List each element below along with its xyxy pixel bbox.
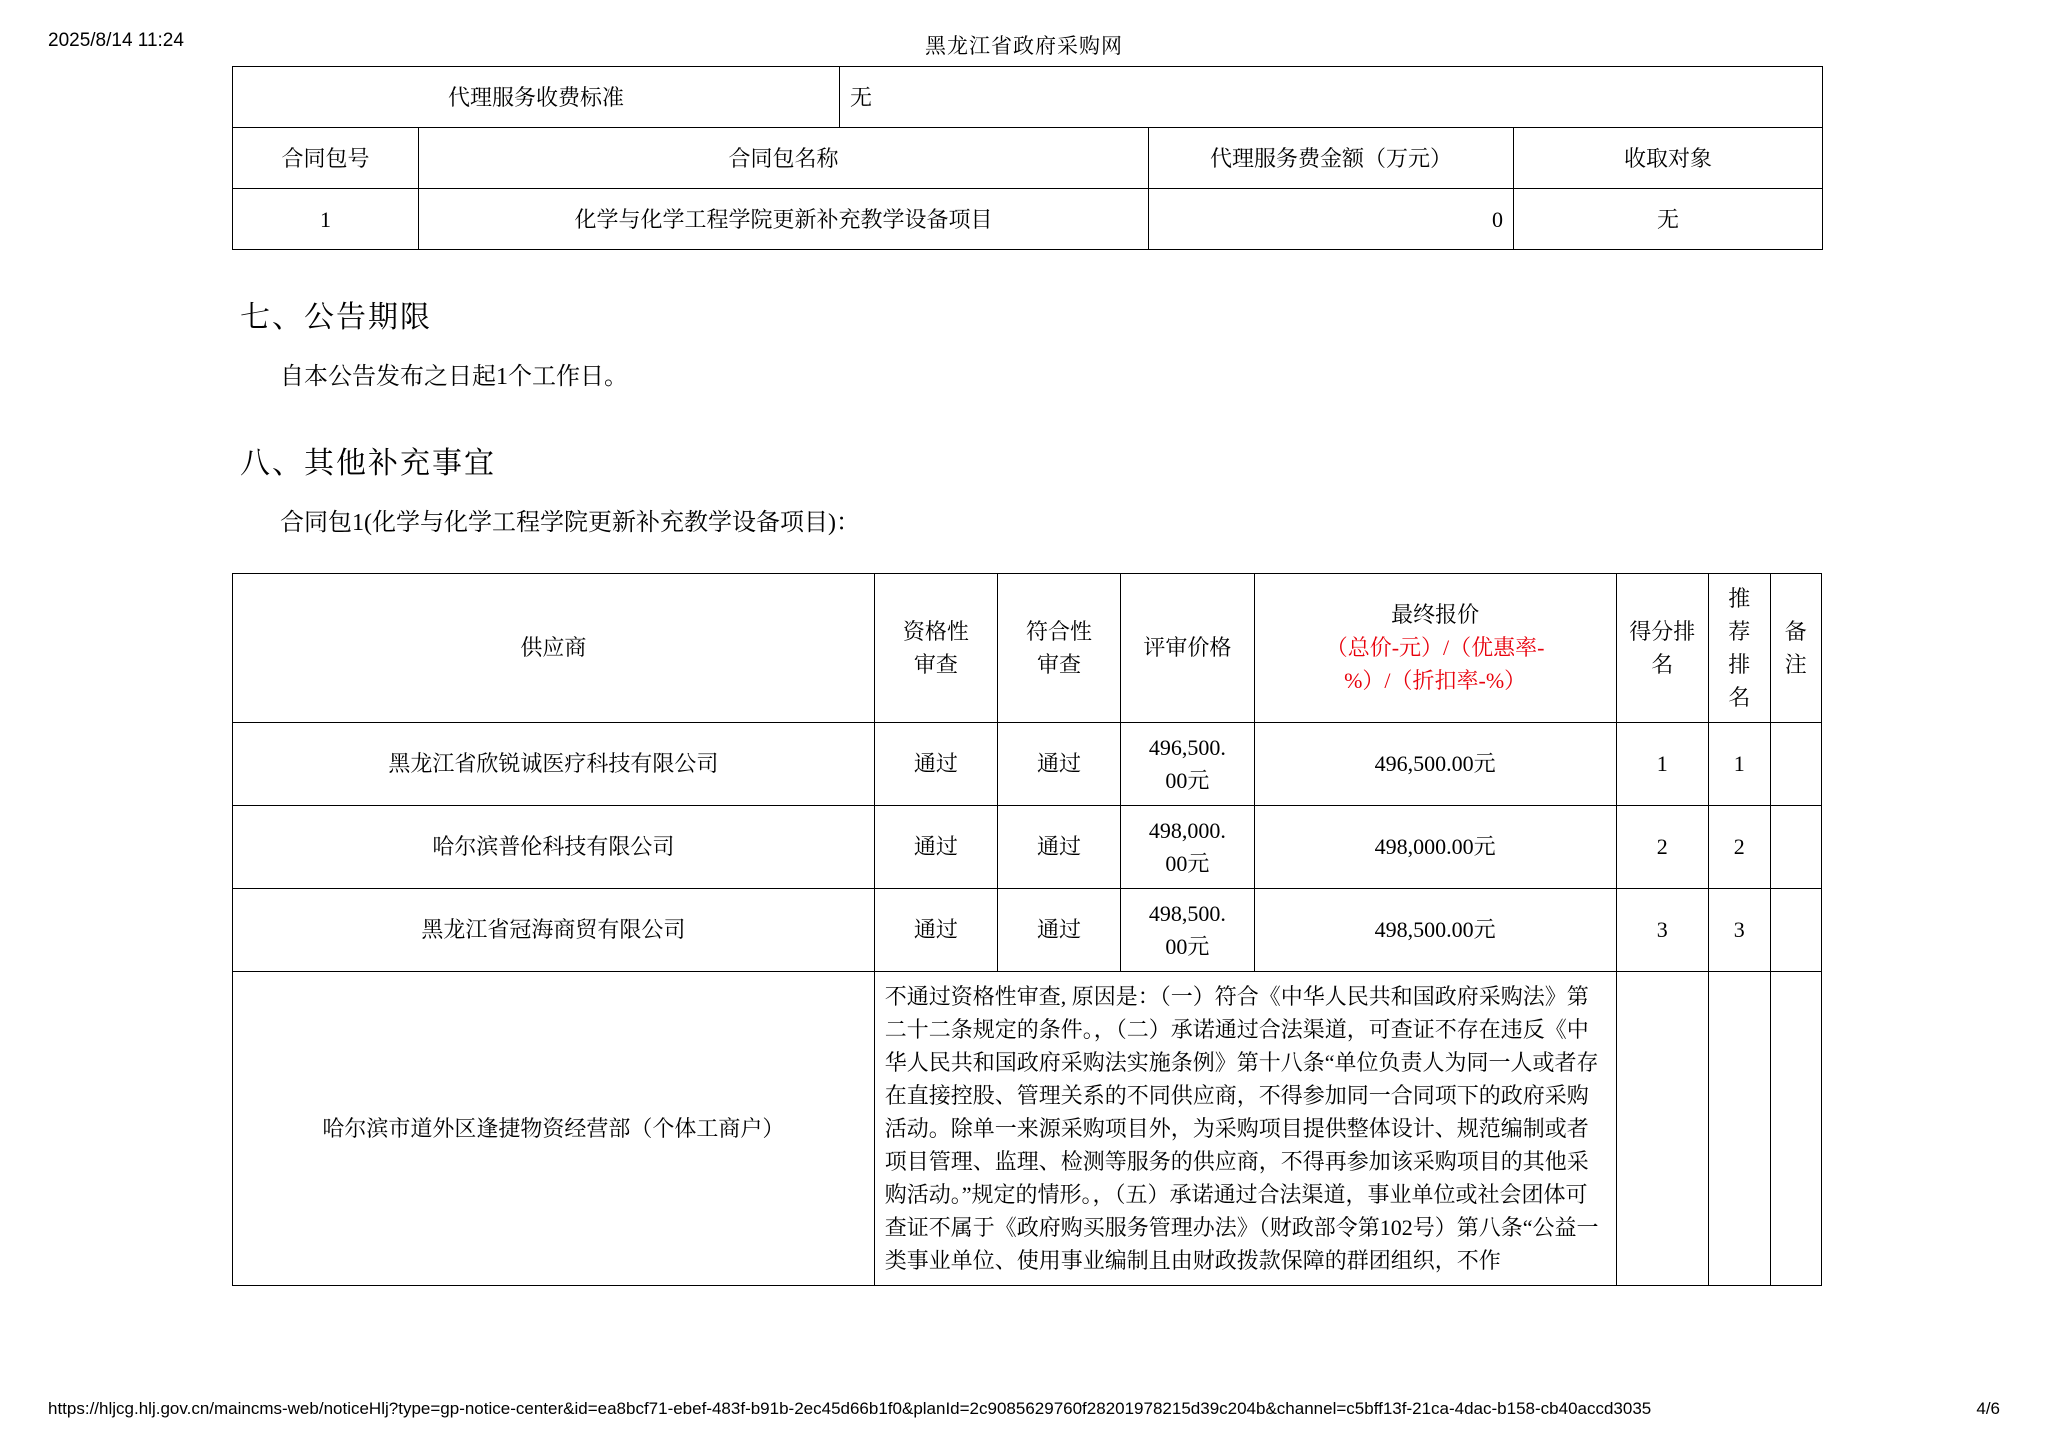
col-header-final-price-note2: %）/（折扣率-%） <box>1344 668 1527 694</box>
cell-review-price <box>1121 722 1254 805</box>
source-url: https://hljcg.hlj.gov.cn/maincms-web/noticeHlj?type=gp-notice-center&id=ea8bcf71-ebef-483f-b91b-2ec45d66b1f0&planId=2c9085629760f28201978215d39c204b&channel=c5bff13f-21ca-4dac-b158-cb40accd3035 <box>48 1399 1652 1418</box>
cell-package-no: 1 <box>233 189 419 250</box>
col-header-recommend-rank-line4: 名 <box>1728 684 1751 710</box>
table-row <box>233 805 1822 888</box>
table-header-row <box>233 128 1823 189</box>
cell-final-price: 496,500.00元 <box>1254 722 1616 805</box>
col-header-qualification-line1: 资格性 <box>902 618 969 644</box>
col-header-score-rank <box>1616 573 1708 722</box>
table-row <box>233 67 1823 128</box>
col-header-final-price-note1: （总价-元）/（优惠率- <box>1325 635 1545 661</box>
cell-final-price: 498,500.00元 <box>1254 888 1616 971</box>
cell-qualification: 通过 <box>874 805 997 888</box>
cell-rejection-reason: 不通过资格性审查, 原因是：（一）符合《中华人民共和国政府采购法》第二十二条规定的条件。，（二）承诺通过合法渠道，可查证不存在违反《中华人民共和国政府采购法实施条例》第十八条“单位负责人为同一人或者存在直接控股、管理关系的不同供应商，不得参加同一合同项下的政府采购活动。除单一来源采购项目外，为采购项目提供整体设计、规范编制或者项目管理、监理、检测等服务的供应商，不得再参加该采购项目的其他采购活动。”规定的情形。，（五）承诺通过合法渠道，事业单位或社会团体可查证不属于《政府购买服务管理办法》（财政部令第102号）第八条“公益一类事业单位、使用事业编制且由财政拨款保障的群团组织，不作 <box>874 971 1616 1285</box>
section-7-body: 自本公告发布之日起1个工作日。 <box>280 364 628 390</box>
cell-qualification: 通过 <box>874 722 997 805</box>
cell-review-price-line2: 00元 <box>1165 933 1210 959</box>
col-header-final-price-title: 最终报价 <box>1391 602 1480 628</box>
site-title: 黑龙江省政府采购网 <box>925 34 1123 58</box>
cell-score-rank <box>1616 971 1708 1285</box>
cell-recommend-rank: 3 <box>1709 888 1771 971</box>
cell-recommend-rank: 1 <box>1709 722 1771 805</box>
col-header-package-no: 合同包号 <box>233 128 419 189</box>
section-7-heading: 七、公告期限 <box>240 301 432 334</box>
cell-recommend-rank <box>1709 971 1771 1285</box>
fee-standard-label: 代理服务收费标准 <box>233 67 840 128</box>
section-8-body: 合同包1(化学与化学工程学院更新补充教学设备项目)： <box>280 510 860 537</box>
col-header-final-price <box>1254 573 1616 722</box>
cell-review-price-line2: 00元 <box>1165 850 1210 876</box>
cell-compliance: 通过 <box>997 805 1120 888</box>
cell-fee-amount: 0 <box>1149 189 1514 250</box>
cell-supplier: 黑龙江省冠海商贸有限公司 <box>233 888 875 971</box>
section-8-heading: 八、其他补充事宜 <box>240 447 496 481</box>
cell-score-rank: 1 <box>1616 722 1708 805</box>
col-header-compliance <box>997 573 1120 722</box>
cell-review-price-line1: 496,500. <box>1148 734 1226 760</box>
col-header-recommend-rank-line1: 推 <box>1728 585 1751 611</box>
cell-review-price-line1: 498,000. <box>1148 817 1226 843</box>
cell-supplier: 哈尔滨普伦科技有限公司 <box>233 805 875 888</box>
page-number: 4/6 <box>1976 1399 2000 1418</box>
col-header-remark-line2: 注 <box>1784 651 1807 677</box>
col-header-qualification <box>874 573 997 722</box>
col-header-package-name: 合同包名称 <box>419 128 1149 189</box>
col-header-remark <box>1770 573 1821 722</box>
col-header-score-rank-line2: 名 <box>1651 651 1674 677</box>
print-footer <box>0 1399 2048 1425</box>
fee-standard-value: 无 <box>840 67 1823 128</box>
cell-review-price <box>1121 888 1254 971</box>
cell-qualification: 通过 <box>874 888 997 971</box>
cell-package-name: 化学与化学工程学院更新补充教学设备项目 <box>419 189 1149 250</box>
table-row <box>233 888 1822 971</box>
cell-compliance: 通过 <box>997 722 1120 805</box>
agency-fee-table <box>232 66 1823 250</box>
cell-remark <box>1770 971 1821 1285</box>
cell-supplier: 哈尔滨市道外区逢捷物资经营部（个体工商户） <box>233 971 875 1285</box>
cell-review-price-line1: 498,500. <box>1148 900 1226 926</box>
cell-compliance: 通过 <box>997 888 1120 971</box>
cell-charge-target: 无 <box>1514 189 1823 250</box>
col-header-recommend-rank-line2: 荐 <box>1728 618 1751 644</box>
cell-remark <box>1770 805 1821 888</box>
table-row <box>233 189 1823 250</box>
print-header <box>0 30 2048 58</box>
col-header-score-rank-line1: 得分排 <box>1629 618 1696 644</box>
col-header-qualification-line2: 审查 <box>913 651 958 677</box>
table-row <box>233 722 1822 805</box>
table-header-row <box>233 573 1822 722</box>
col-header-fee-amount: 代理服务费金额（万元） <box>1149 128 1514 189</box>
cell-score-rank: 3 <box>1616 888 1708 971</box>
col-header-charge-target: 收取对象 <box>1514 128 1823 189</box>
cell-score-rank: 2 <box>1616 805 1708 888</box>
col-header-review-price: 评审价格 <box>1121 573 1254 722</box>
col-header-recommend-rank <box>1709 573 1771 722</box>
col-header-remark-line1: 备 <box>1784 618 1807 644</box>
evaluation-result-table <box>232 573 1822 1286</box>
col-header-recommend-rank-line3: 排 <box>1728 651 1751 677</box>
col-header-compliance-line2: 审查 <box>1037 651 1082 677</box>
cell-review-price <box>1121 805 1254 888</box>
table-row-rejected <box>233 971 1822 1285</box>
col-header-compliance-line1: 符合性 <box>1026 618 1093 644</box>
cell-recommend-rank: 2 <box>1709 805 1771 888</box>
cell-remark <box>1770 722 1821 805</box>
col-header-supplier: 供应商 <box>233 573 875 722</box>
document-content <box>232 66 1822 1286</box>
cell-supplier: 黑龙江省欣锐诚医疗科技有限公司 <box>233 722 875 805</box>
print-date: 2025/8/14 11:24 <box>48 30 184 51</box>
cell-final-price: 498,000.00元 <box>1254 805 1616 888</box>
cell-remark <box>1770 888 1821 971</box>
cell-review-price-line2: 00元 <box>1165 767 1210 793</box>
